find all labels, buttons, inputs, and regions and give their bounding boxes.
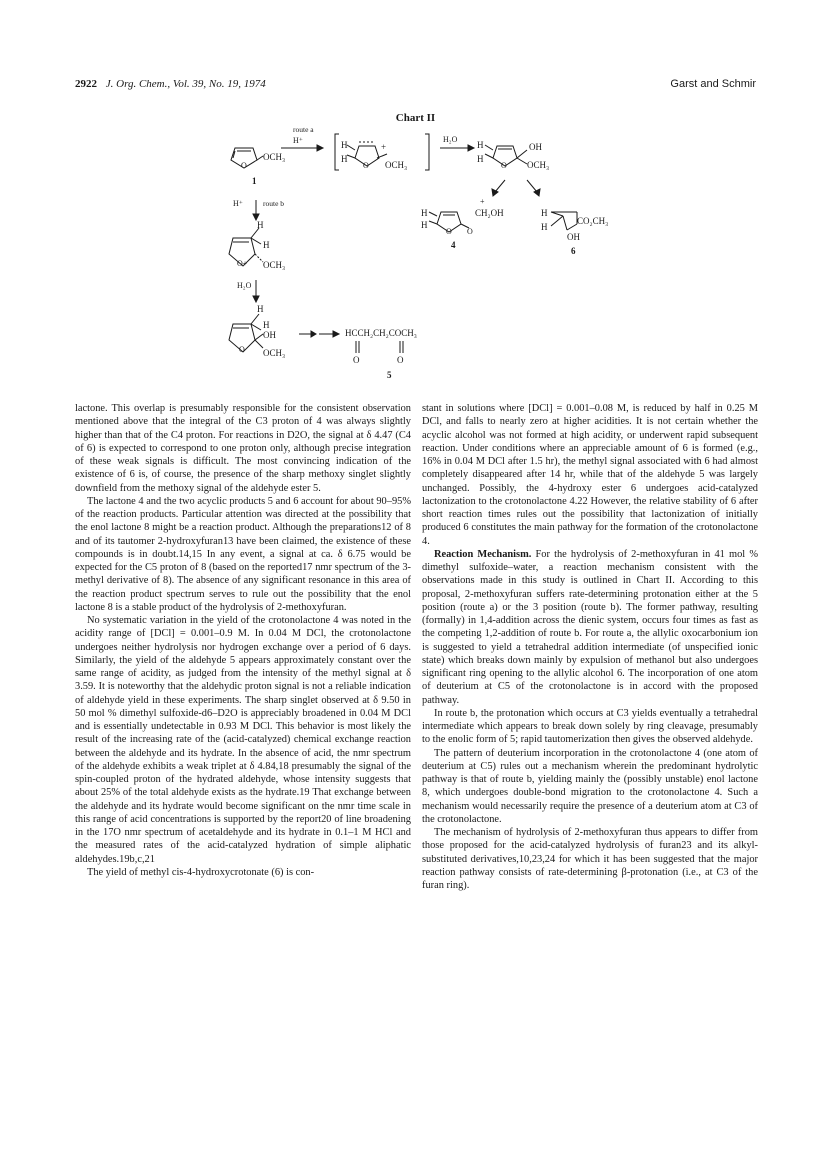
h-label-a1: H xyxy=(341,140,348,150)
page-number: 2922 xyxy=(75,78,97,90)
o-label-c: O xyxy=(239,345,245,354)
h-label-a2: H xyxy=(341,154,348,164)
right-paragraph-1: stant in solutions where [DCl] = 0.001–0.08 M, is reduced by half in 0.25 M DCl, and falls to nearly zero at higher acidities. It is not certain whether the acyclic alcohol was not formed at high acidity, or underwent rapid subsequent reaction. Under conditions where an appreciable amount of 6 is formed (e.g., 16% in 0.04 M DCl after 1.5 hr), the methyl signal associated with 6 had almost completely disappeared after 14 hr, while that of the aldehyde 5 was largely unchanged. Possibly, the 4-hydroxy ester 6 undergoes acid-catalyzed lactonization to the crotonolactone 4.22 However, the relative stability of 6 after short reaction times rules out the possibility that lactonization of initially produced 6 constitutes the main pathway for the formation of the crotonolactone 4. xyxy=(422,403,758,547)
arrow-branch-left xyxy=(495,180,505,192)
left-paragraph-4: The yield of methyl cis-4-hydroxycrotonate (6) is con- xyxy=(87,866,315,878)
arrow-route-a-head xyxy=(317,145,323,151)
bracket-right xyxy=(425,134,429,170)
left-paragraph-2: The lactone 4 and the two acyclic products 5 and 6 account for about 90–95% of the reaction products. Particular attention was directed at the possibility that the enol lactone 8 might be a reaction product. Although the preparations12 of 8 and of its tautomer 2-hydroxyfuran13 have been claimed, the existence of these compounds is in doubt.14,15 In any event, a signal at ca. δ 6.75 would be expected for the C5 proton of 8 (based on the reported17 nmr spectrum of the 3-methyl derivative of 8). The absence of any significant resonance in this area of the reaction product spectrum serves to rule out the possibility that the enol lactone 8 is a stable product of the hydrolysis of 2-methoxyfuran. xyxy=(75,495,411,613)
h-label-c2: H xyxy=(263,320,270,330)
o-label-4a: O xyxy=(446,227,452,236)
o-label-4b: O xyxy=(467,227,473,236)
h-label-62: H xyxy=(541,222,548,232)
compound-6-structure xyxy=(551,212,577,230)
compound-6-label: 6 xyxy=(571,246,576,256)
left-paragraph-3: No systematic variation in the yield of the crotonolactone 4 was noted in the acidity range of [DCl] = 0.001–0.9 M. In 0.04 M DCl, the crotonolactone undergoes neither hydrolysis nor hydrogen exchange over a period of 6 days. Similarly, the yield of the aldehyde 5 appears approximately constant over the same range of acidity, as judged from the intensity of the methyl signal at δ 3.59. It is noteworthy that the aldehydic proton signal is not a reliable indication of aldehyde yield in these experiments. The sharp singlet observed at δ 9.50 in 50 mol % dimethyl sulfoxide-d6–D2O is appreciably broadened in 0.04 M DCl and is essentially undetectable in 0.93 M DCl. This behavior is most likely the result of the increasing rate of the (acid-catalyzed) chemical exchange reaction between the aldehyde and its hydrate. In the absence of acid, the nmr spectrum of the aldehyde exhibits a weak triplet at δ 4.84,18 presumably the signal of the spin-coupled proton of the hydrated aldehyde, whose intensity suggests that about 25% of the total aldehyde exists as the hydrate.19 That exchange between the aldehyde and its hydrate would become significant on the nmr time scale in this range of acid concentrations is supported by the report20 of line broadening in the 17O nmr spectrum of acetaldehyde and its hydrate in 0.1–1 M HCl and the measured rates of the acid-catalyzed hydration of simple aliphatic aldehydes.19b,c,21 xyxy=(75,615,411,865)
running-header xyxy=(75,78,756,94)
arrow-to-5-head2 xyxy=(333,331,339,337)
aldehyde-formula: HCCH₂CH₂COCH₃ xyxy=(345,328,417,338)
reaction-scheme-svg xyxy=(215,120,635,385)
o-label-5b: O xyxy=(397,355,404,365)
route-a-label: route a xyxy=(293,125,314,134)
right-paragraph-2 xyxy=(422,548,758,707)
h2o-label-top: H₂O xyxy=(443,135,458,144)
journal-citation: J. Org. Chem., Vol. 39, No. 19, 1974 xyxy=(105,78,266,90)
header-authors: Garst and Schmir xyxy=(670,78,756,90)
h-label-b2: H xyxy=(263,240,270,250)
o-plus-b: O+ xyxy=(237,259,248,268)
arrow-h2o-top-head xyxy=(468,145,474,151)
h-label-42: H xyxy=(421,220,428,230)
bracket-left xyxy=(335,134,339,170)
right-paragraph-5: The mechanism of hydrolysis of 2-methoxyfuran thus appears to differ from those proposed for the acid-catalyzed hydrolysis of furan23 and its alkyl-substituted derivatives,10,23,24 for which it has been suggested that the major reaction pathway consists of rate-determining β-protonation (i.e., at C3 of the furan ring). xyxy=(422,827,758,891)
arrow-branch-right xyxy=(527,180,537,192)
left-paragraph-1: lactone. This overlap is presumably responsible for the consistent observation mentioned above that the integral of the C3 proton of 4 was always slightly higher than that of the C4 proton. For reactions in D2O, the signal at δ 4.47 (C4 of 6) is expected to correspond to one proton only, although precise integration of these weak signals is difficult. The most convincing indication of the existence of 6 is, of course, the presence of the sharp methoxy singlet slightly downfield from the methoxy signal of the aldehyde ester 5. xyxy=(75,403,411,494)
co2ch3-label: CO₂CH₃ xyxy=(577,216,609,226)
oh-label-t: OH xyxy=(529,142,542,152)
o-label-a: O xyxy=(363,161,369,170)
oh-label-c: OH xyxy=(263,330,276,340)
och3-label-a: OCH₃ xyxy=(385,160,408,170)
h-label-t2: H xyxy=(477,154,484,164)
o-label-5a: O xyxy=(353,355,360,365)
ch2oh-label: CH₂OH xyxy=(475,208,504,218)
h-label-41: H xyxy=(421,208,428,218)
arrow-h2o-down-head xyxy=(253,296,259,302)
chart-title: Chart II xyxy=(395,112,436,124)
o-label-t: O xyxy=(501,161,507,170)
och3-label-1: OCH₃ xyxy=(263,152,286,162)
och3-label-t: OCH₃ xyxy=(527,160,550,170)
right-paragraph-4: The pattern of deuterium incorporation in the crotonolactone 4 (one atom of deuterium at C5) rules out a mechanism wherein the predominant hydrolytic pathway is that of route b, yielding mainly the (possibly unstable) enol lactone 8, which undergoes double-bond migration to the crotonolactone 4. Such a mechanism would necessarily require the presence of a deuterium atom at C3 of the crotonolactone. xyxy=(422,747,758,825)
plus-4: + xyxy=(480,197,485,206)
section-heading-reaction-mechanism: Reaction Mechanism. xyxy=(434,548,532,560)
h2o-label-b: H₂O xyxy=(237,281,252,290)
left-column xyxy=(75,402,411,879)
tetrahedral-intermediate-b xyxy=(229,314,263,352)
right-column xyxy=(422,402,758,892)
oh-label-6: OH xyxy=(567,232,580,242)
arrow-to-5-head1 xyxy=(311,331,316,337)
header-left xyxy=(75,78,266,90)
reaction-scheme xyxy=(215,120,635,385)
compound-5-label: 5 xyxy=(387,370,392,380)
h-label-t1: H xyxy=(477,140,484,150)
h-plus-b: H⁺ xyxy=(233,199,243,208)
h-label-61: H xyxy=(541,208,548,218)
route-b-label: route b xyxy=(263,199,285,208)
compound-1-label: 1 xyxy=(252,176,257,186)
och3-label-c: OCH₃ xyxy=(263,348,286,358)
compound-4-label: 4 xyxy=(451,240,456,250)
right-paragraph-2-body: For the hydrolysis of 2-methoxyfuran in 41 mol % dimethyl sulfoxide–water, a reaction mechanism consistent with the observations made in this study is outlined in Chart II. According to this proposal, 2-methoxyfuran suffers rate-determining protonation either at the 5 position (route a) or the 3 position (route b). The former pathway, resulting (formally) in 1,4-addition across the dienic system, occurs four times as fast as the competing 1,2-addition of route b. For route a, the allylic oxocarbonium ion is suggested to yield a tetrahedral addition intermediate (of unspecified ionic state) which breaks down mainly by expulsion of methanol but also undergoes significant ring opening to the allylic alcohol 6. The incorporation of one atom of deuterium at C5 of the crotonolactone is in accord with the proposed pathway. xyxy=(422,548,758,706)
compound-1-structure xyxy=(231,148,263,168)
right-paragraph-3: In route b, the protonation which occurs at C3 yields eventually a tetrahedral intermediate which appears to break down solely by ring cleavage, presumably to the enolic form of 5; rapid tautomerization then gives the observed aldehyde. xyxy=(422,707,758,746)
och3-label-b: OCH₃ xyxy=(263,260,286,270)
h-plus-top: H⁺ xyxy=(293,136,303,145)
plus-charge: + xyxy=(381,142,387,152)
o-label-1: O xyxy=(241,161,247,170)
h-label-c1: H xyxy=(257,304,264,314)
h-label-b1: H xyxy=(257,220,264,230)
